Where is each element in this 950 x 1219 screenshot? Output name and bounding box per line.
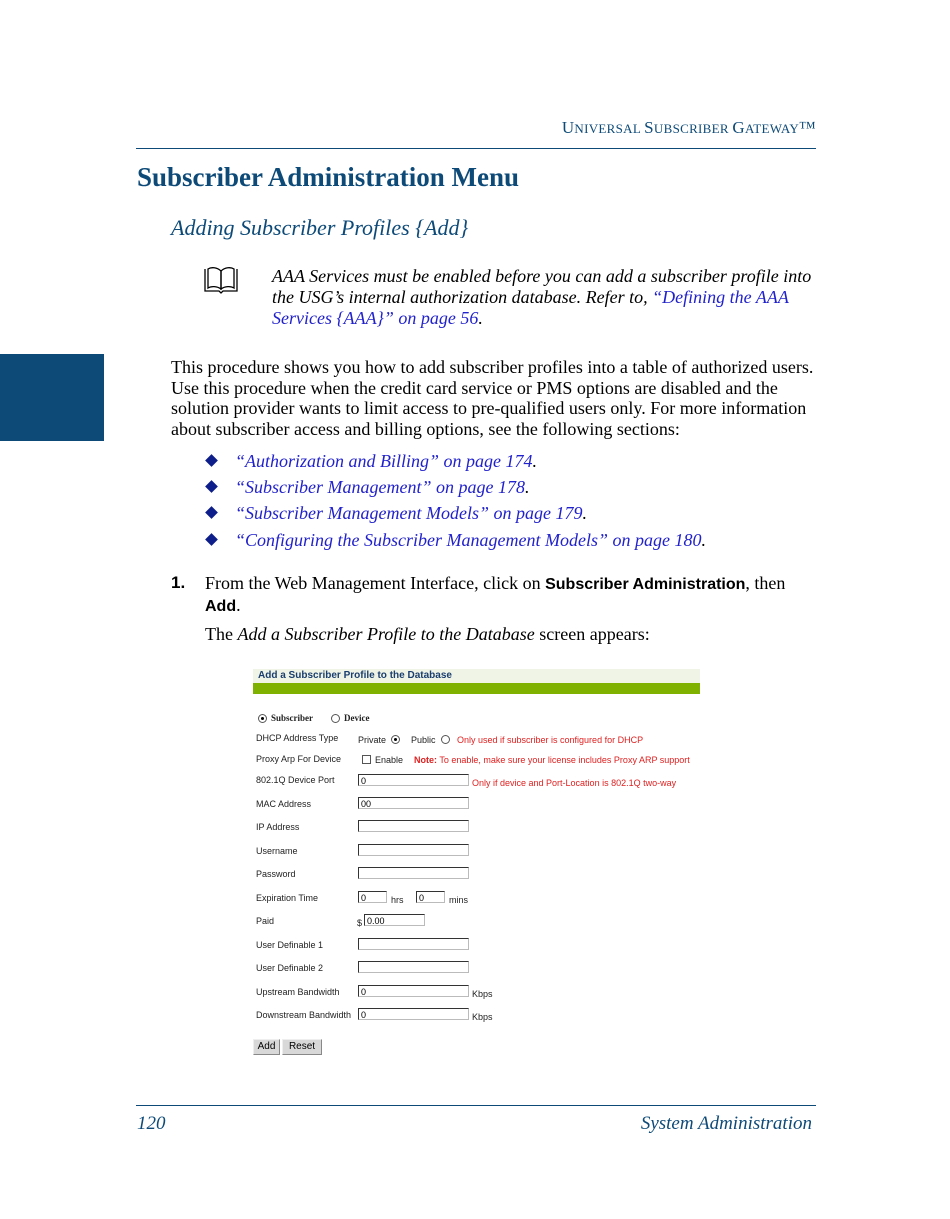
- username-input[interactable]: [358, 844, 469, 856]
- list-period: .: [701, 530, 706, 550]
- list-link[interactable]: “Subscriber Management Models” on page 179: [235, 503, 583, 523]
- user-definable-1-input[interactable]: [358, 938, 469, 950]
- list-item: [205, 530, 706, 551]
- proxy-note: To enable, make sure your license includes Proxy ARP support: [437, 755, 690, 765]
- step-text-part: , then: [745, 573, 786, 593]
- device-port-input[interactable]: 0: [358, 774, 469, 786]
- running-header: [562, 118, 816, 138]
- user-definable-2-label: User Definable 2: [256, 963, 324, 973]
- add-subscriber-form-screenshot: [253, 669, 700, 1069]
- expiration-label: Expiration Time: [256, 893, 319, 903]
- paid-label: Paid: [256, 916, 275, 926]
- ip-address-label: IP Address: [256, 822, 300, 832]
- list-period: .: [582, 503, 587, 523]
- list-period: .: [524, 477, 530, 497]
- step-result-part: The: [205, 624, 238, 644]
- form-title: Add a Subscriber Profile to the Database: [253, 669, 700, 683]
- user-definable-1-label: User Definable 1: [256, 940, 324, 950]
- proxy-note-bold: Note:: [414, 755, 437, 765]
- subscriber-radio[interactable]: [258, 714, 267, 723]
- upstream-bandwidth-input[interactable]: 0: [358, 985, 469, 997]
- note-link[interactable]: “Defining the AAA Services {AAA}” on page 56: [272, 287, 789, 328]
- note-body: AAA Services must be enabled before you can add a subscriber profile into the USG’s internal authorization database. Refer to,: [272, 266, 812, 307]
- page-title: Subscriber Administration Menu: [137, 162, 520, 192]
- upstream-bandwidth-label: Upstream Bandwidth: [256, 987, 340, 997]
- screen-name: Add a Subscriber Profile to the Database: [237, 624, 535, 644]
- device-port-note: Only if device and Port-Location is 802.1Q two-way: [472, 778, 677, 788]
- username-label: Username: [256, 846, 298, 856]
- step-text-part: .: [236, 595, 241, 615]
- reset-button[interactable]: Reset: [282, 1039, 322, 1055]
- hours-unit: hrs: [391, 895, 404, 905]
- book-icon: [203, 265, 239, 295]
- device-radio-label: Device: [344, 713, 370, 723]
- diamond-bullet-icon: [205, 454, 218, 467]
- diamond-bullet-icon: [205, 480, 218, 493]
- page-number: 120: [137, 1113, 166, 1134]
- header-part: ATEWAY: [744, 121, 800, 136]
- dhcp-public-label: Public: [411, 735, 436, 745]
- body-paragraph: This procedure shows you how to add subscriber profiles into a table of authorized users. Use this procedure when the credit card service or PMS options are disabled and the solution provider wants to limit access to pre-qualified users only. For more information about subscriber access and billing options, see the following sections:: [171, 357, 814, 439]
- dhcp-label: DHCP Address Type: [256, 733, 339, 743]
- diamond-bullet-icon: [205, 533, 218, 546]
- list-link[interactable]: “Subscriber Management” on page 178: [235, 477, 525, 497]
- footer-section-title: System Administration: [640, 1113, 812, 1134]
- step-text: [205, 573, 825, 617]
- downstream-unit: Kbps: [472, 1012, 493, 1022]
- subscriber-radio-label: Subscriber: [271, 713, 314, 723]
- header-rule: [136, 148, 816, 149]
- dhcp-public-radio[interactable]: [441, 735, 450, 744]
- currency-symbol: $: [357, 918, 363, 928]
- chapter-side-tab: [0, 354, 104, 441]
- list-item: [205, 503, 587, 524]
- form-title-bar: [253, 683, 700, 694]
- section-title: Adding Subscriber Profiles {Add}: [171, 215, 469, 240]
- list-period: .: [532, 451, 538, 471]
- paid-input[interactable]: 0.00: [364, 914, 425, 926]
- add-button[interactable]: Add: [253, 1039, 280, 1055]
- upstream-unit: Kbps: [472, 989, 493, 999]
- note-end: .: [478, 308, 483, 328]
- device-radio[interactable]: [331, 714, 340, 723]
- footer-rule: [136, 1105, 816, 1106]
- trademark-symbol: ™: [799, 118, 816, 137]
- header-part: UBSCRIBER: [653, 121, 733, 136]
- proxy-arp-label: Proxy Arp For Device: [256, 754, 342, 764]
- header-char: G: [732, 118, 745, 137]
- dhcp-note: Only used if subscriber is configured for DHCP: [457, 735, 644, 745]
- header-char: U: [561, 118, 575, 137]
- device-port-label: 802.1Q Device Port: [256, 775, 335, 785]
- list-link[interactable]: “Authorization and Billing” on page 174: [235, 451, 533, 471]
- step-result: [205, 624, 650, 645]
- mac-address-input[interactable]: 00: [358, 797, 469, 809]
- list-item: [205, 477, 529, 498]
- list-item: [205, 451, 537, 472]
- dhcp-private-radio[interactable]: [391, 735, 400, 744]
- dhcp-private-label: Private: [358, 735, 387, 745]
- password-input[interactable]: [358, 867, 469, 879]
- step-result-part: screen appears:: [534, 624, 650, 644]
- ip-address-input[interactable]: [358, 820, 469, 832]
- note-text: [272, 266, 817, 329]
- expiration-minutes-input[interactable]: 0: [416, 891, 445, 903]
- user-definable-2-input[interactable]: [358, 961, 469, 973]
- password-label: Password: [256, 869, 296, 879]
- downstream-bandwidth-input[interactable]: 0: [358, 1008, 469, 1020]
- proxy-enable-checkbox[interactable]: [362, 755, 371, 764]
- header-char: S: [644, 118, 654, 137]
- step-text-part: From the Web Management Interface, click on: [205, 573, 546, 593]
- step-number: 1.: [171, 573, 186, 592]
- step-bold: Subscriber Administration: [545, 576, 746, 593]
- mac-address-label: MAC Address: [256, 799, 312, 809]
- expiration-hours-input[interactable]: 0: [358, 891, 387, 903]
- proxy-enable-label: Enable: [375, 755, 404, 765]
- diamond-bullet-icon: [205, 506, 218, 519]
- minutes-unit: mins: [449, 895, 469, 905]
- downstream-bandwidth-label: Downstream Bandwidth: [256, 1010, 352, 1020]
- list-link[interactable]: “Configuring the Subscriber Management Models” on page 180: [235, 530, 702, 550]
- header-part: NIVERSAL: [574, 121, 645, 136]
- step-bold: Add: [205, 598, 237, 615]
